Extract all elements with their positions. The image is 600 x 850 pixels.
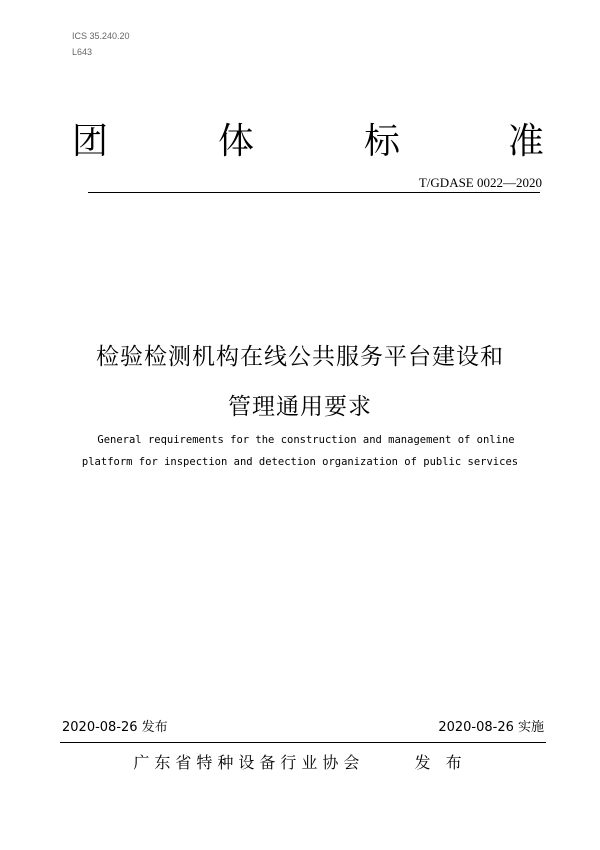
ccs-code: L643 <box>72 47 93 57</box>
classification-codes <box>72 28 130 60</box>
doc-type-char: 准 <box>508 121 545 162</box>
title-en-line-2: platform for inspection and detection organization of public services <box>81 456 519 468</box>
title-en-line-1: General requirements for the construction and management of online <box>97 434 515 446</box>
ics-code: ICS 35.240.20 <box>72 31 130 41</box>
publish-label: 发 布 <box>414 753 467 772</box>
doc-type-char: 体 <box>218 121 255 162</box>
doc-type-char: 标 <box>364 121 401 162</box>
top-divider <box>88 192 540 193</box>
issue-date: 2020-08-26 发布 <box>62 720 168 735</box>
implement-date: 2020-08-26 实施 <box>438 720 544 735</box>
bottom-divider <box>60 742 546 743</box>
standard-number: T/GDASE 0022—2020 <box>418 175 542 190</box>
title-cn-line-2: 管理通用要求 <box>228 394 372 420</box>
doc-type-char: 团 <box>72 121 109 162</box>
title-cn-line-1: 检验检测机构在线公共服务平台建设和 <box>96 344 504 370</box>
publisher: 广东省特种设备行业协会 <box>133 753 365 772</box>
publisher-line <box>0 750 600 773</box>
